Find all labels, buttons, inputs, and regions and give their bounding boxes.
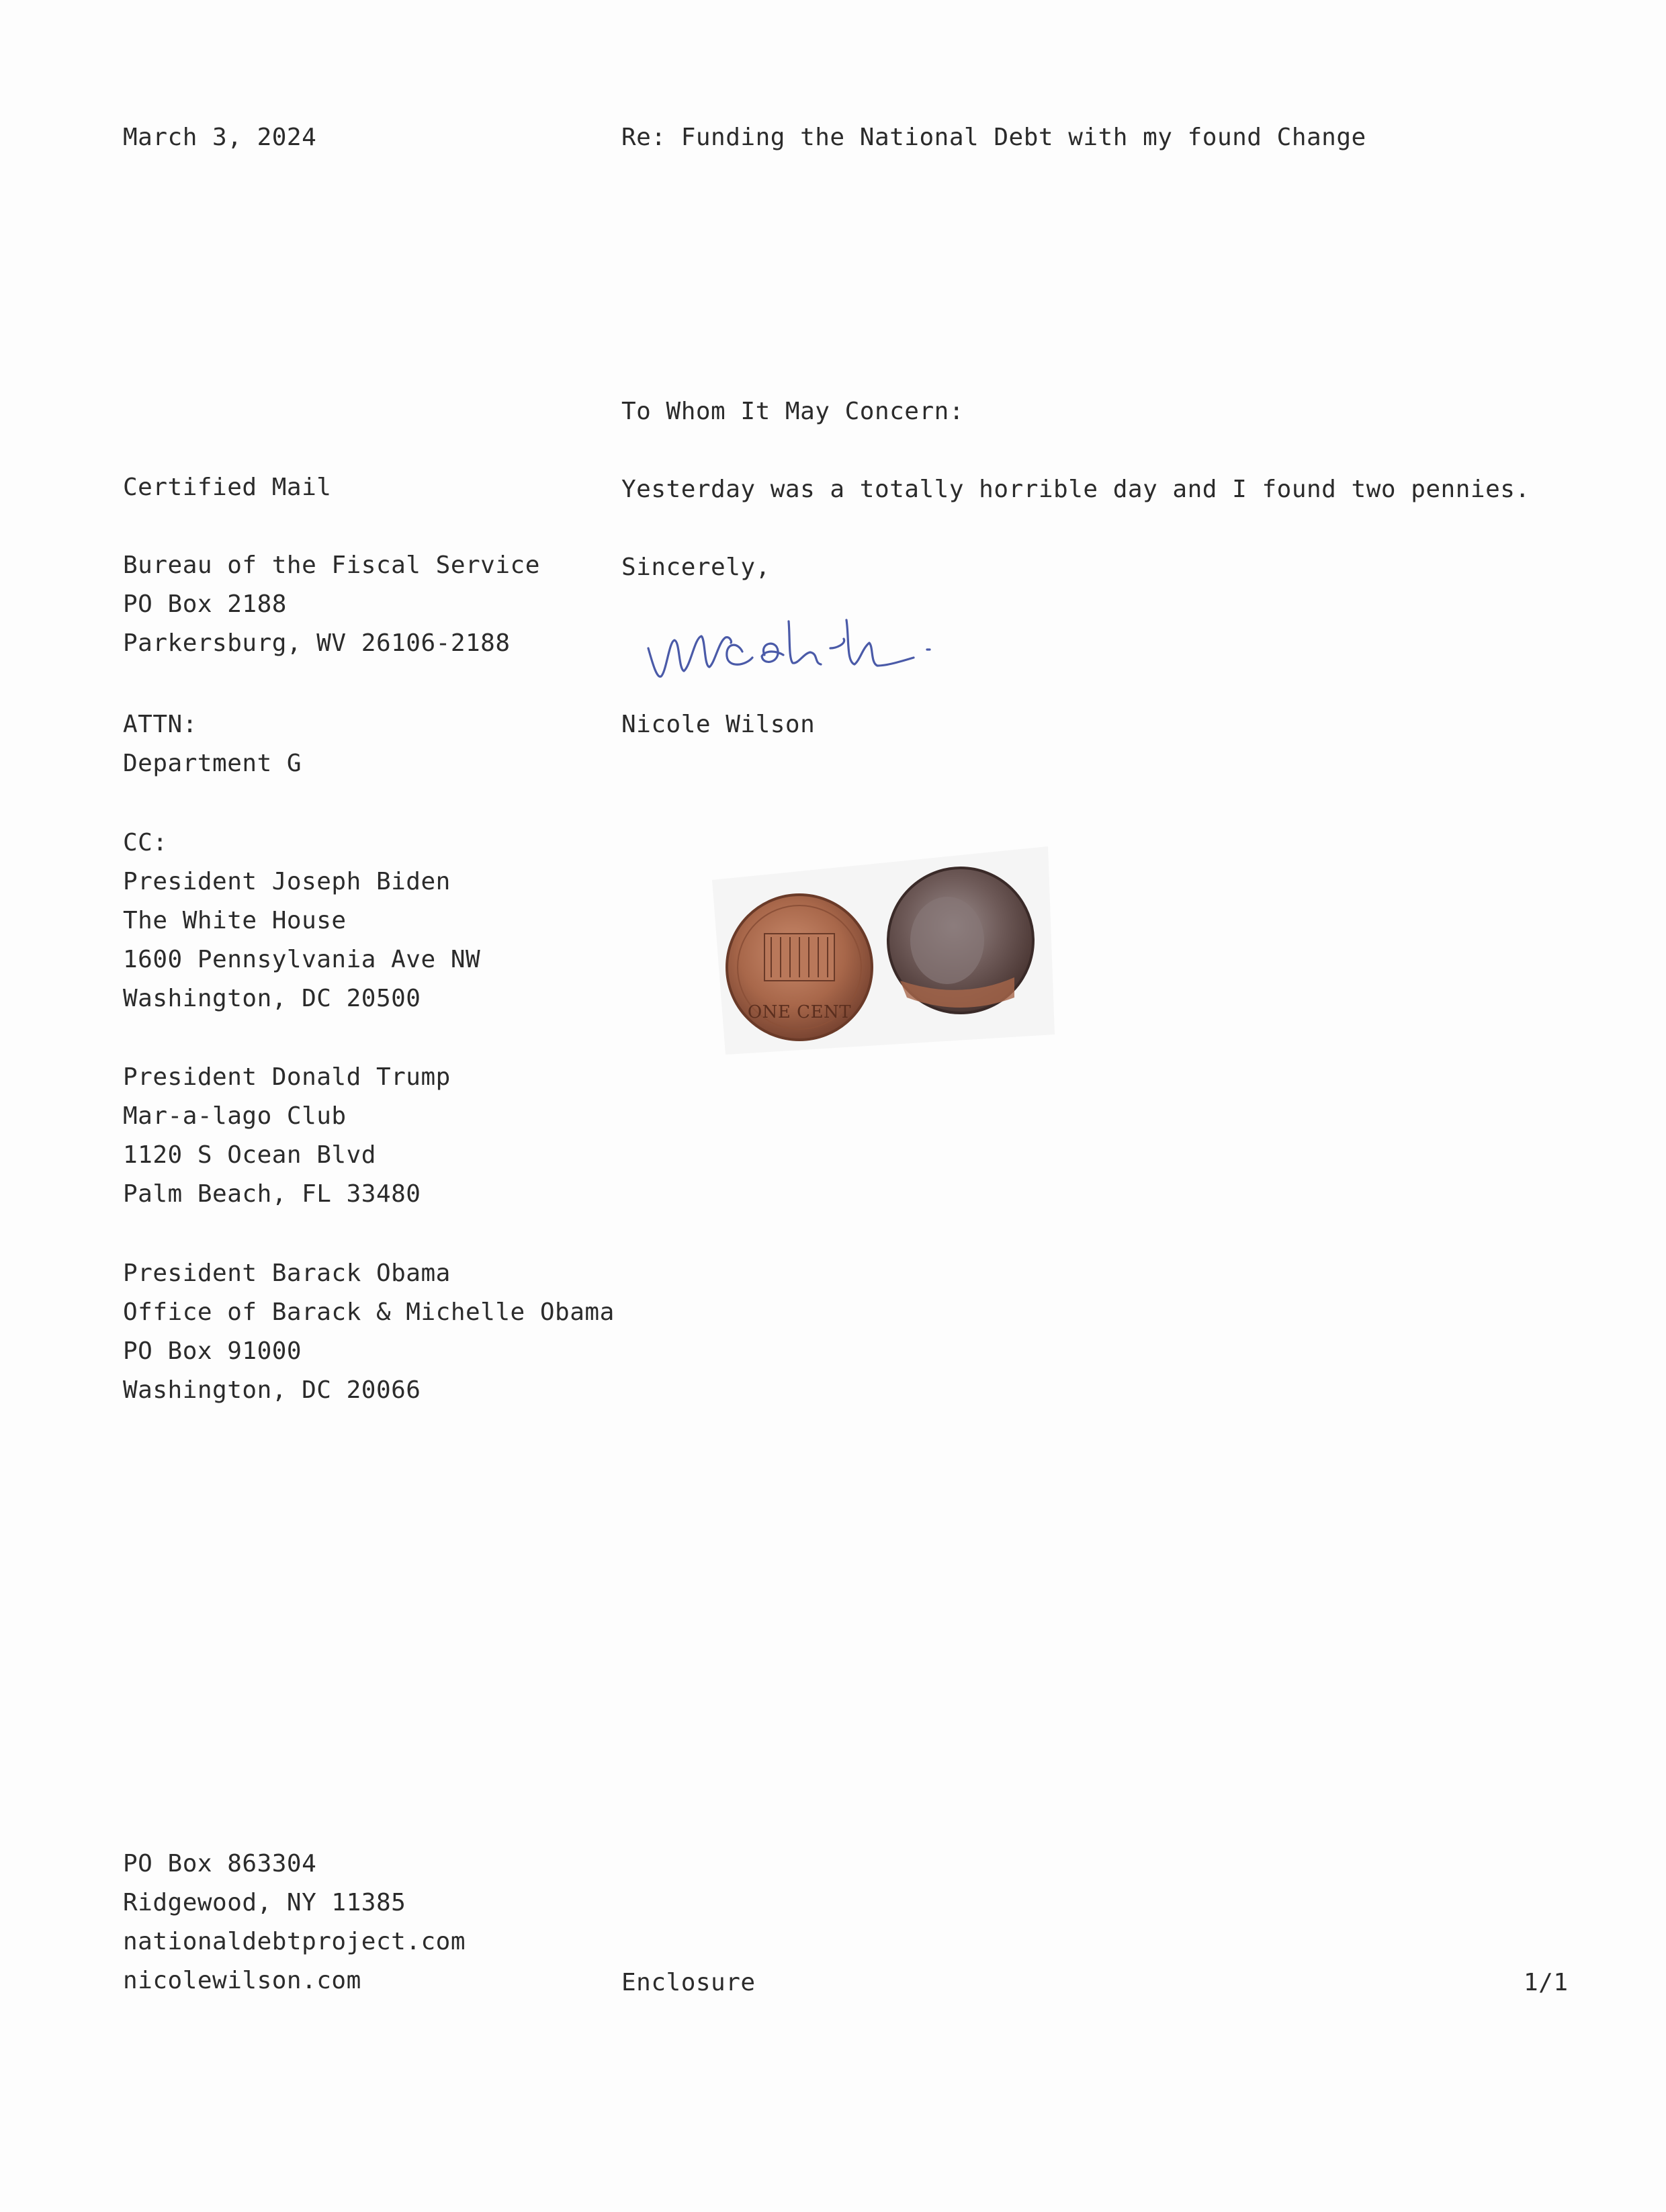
cc-address-line: 1120 S Ocean Blvd	[123, 1141, 376, 1169]
cc-address-line: Office of Barack & Michelle Obama	[123, 1298, 615, 1326]
letter-body: Yesterday was a totally horrible day and I found two pennies.	[621, 476, 1530, 503]
attn-department: Department G	[123, 750, 302, 777]
sender-website: nationaldebtproject.com	[123, 1928, 466, 1955]
cc-block-biden	[123, 824, 480, 1018]
recipient-city: Parkersburg, WV 26106-2188	[123, 629, 511, 657]
cc-address-line: Palm Beach, FL 33480	[123, 1180, 421, 1208]
cc-address-line: Washington, DC 20066	[123, 1376, 421, 1404]
cc-address-line: 1600 Pennsylvania Ave NW	[123, 946, 481, 973]
page-number: 1/1	[1524, 1969, 1569, 1996]
penny-text: ONE CENT	[747, 1002, 852, 1022]
signature-stroke	[648, 620, 930, 676]
cc-name: President Donald Trump	[123, 1063, 451, 1091]
signature-image	[645, 601, 981, 689]
recipient-name: Bureau of the Fiscal Service	[123, 551, 540, 579]
letter-subject: Re: Funding the National Debt with my found Change	[621, 124, 1366, 151]
attn-label: ATTN:	[123, 711, 198, 738]
cc-address-line: PO Box 91000	[123, 1337, 302, 1365]
cc-block-obama	[123, 1254, 615, 1410]
cc-label: CC:	[123, 829, 168, 856]
cc-name: President Joseph Biden	[123, 868, 451, 895]
cc-name: President Barack Obama	[123, 1259, 451, 1287]
sender-po-box: PO Box 863304	[123, 1850, 317, 1877]
pennies-photo	[699, 833, 1061, 1075]
penny-reverse-icon	[727, 895, 872, 1040]
salutation: To Whom It May Concern:	[621, 398, 964, 425]
signer-name: Nicole Wilson	[621, 711, 816, 738]
attention-block	[123, 705, 302, 783]
enclosure-label: Enclosure	[621, 1969, 756, 1996]
closing: Sincerely,	[621, 554, 771, 581]
sender-city: Ridgewood, NY 11385	[123, 1889, 406, 1916]
recipient-po-box: PO Box 2188	[123, 590, 287, 618]
cc-block-trump	[123, 1058, 451, 1214]
penny-obverse-icon	[888, 868, 1033, 1013]
delivery-method: Certified Mail	[123, 474, 332, 501]
letter-date: March 3, 2024	[123, 124, 317, 151]
sender-website: nicolewilson.com	[123, 1967, 361, 1994]
cc-address-line: Washington, DC 20500	[123, 985, 421, 1012]
cc-address-line: The White House	[123, 907, 347, 934]
cc-address-line: Mar-a-lago Club	[123, 1102, 347, 1130]
recipient-address	[123, 546, 540, 663]
sender-address	[123, 1845, 466, 2000]
